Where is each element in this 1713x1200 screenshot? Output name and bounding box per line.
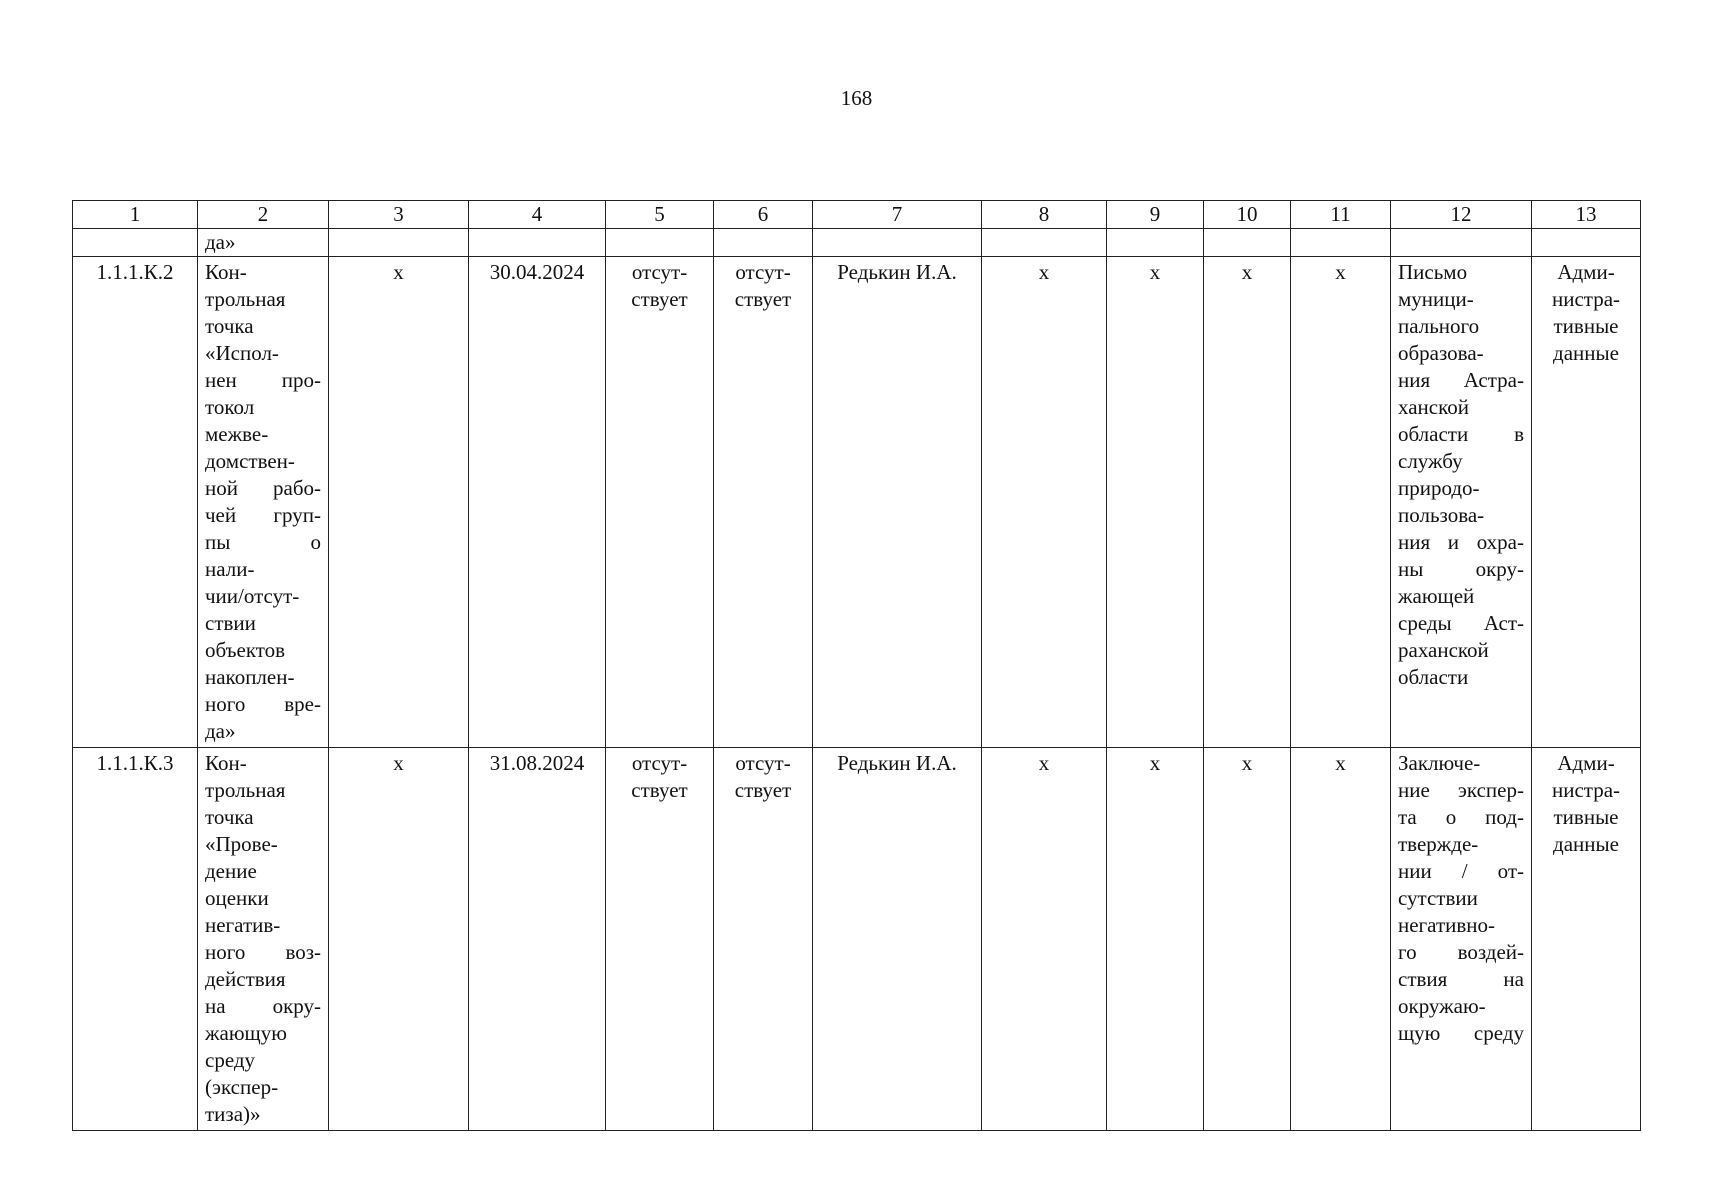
cell-line: чей груп- [205, 503, 321, 527]
cell-line: нии / от- [1398, 859, 1524, 883]
table-row [73, 748, 1641, 1131]
cell-line: накоплен- [205, 665, 295, 689]
cell-line: Адми- [1557, 751, 1615, 775]
col9-value: х [1107, 257, 1204, 748]
cell-line: образова- [1398, 341, 1484, 365]
col5-value [606, 257, 714, 748]
cell-line: ной рабо- [205, 476, 321, 500]
control-points-table [72, 200, 1641, 1131]
cell-line: на окру- [205, 994, 321, 1018]
cell-line: пользова- [1398, 503, 1485, 527]
cell-line: чии/отсут- [205, 584, 300, 608]
table-cell [469, 229, 606, 257]
cell-line: оценки [205, 886, 269, 910]
cell-line: «Испол- [205, 341, 279, 365]
cell-line: природо- [1398, 476, 1480, 500]
cell-line: ния Астра- [1398, 368, 1524, 392]
cell-line: ны окру- [1398, 557, 1524, 581]
cell-line: пального [1398, 314, 1480, 338]
cell-line: пы о [205, 530, 321, 554]
cell-line: нистра- [1551, 287, 1621, 311]
continuation-row [73, 229, 1641, 257]
table-cell [1532, 229, 1641, 257]
cell-line: ния и охра- [1398, 530, 1524, 554]
cell-line: дение [205, 859, 257, 883]
row-id: 1.1.1.К.2 [73, 257, 198, 748]
col10-value: х [1204, 257, 1291, 748]
cell-line: ствия на [1398, 967, 1524, 991]
col3-value: х [329, 748, 469, 1131]
col3-value: х [329, 257, 469, 748]
table-cell [1204, 229, 1291, 257]
cell-line: среды Аст- [1398, 611, 1524, 635]
column-header: 7 [813, 201, 982, 229]
column-header: 2 [198, 201, 329, 229]
cell-line: ствует [734, 778, 792, 802]
cell-line: службу [1398, 449, 1463, 473]
column-header: 1 [73, 201, 198, 229]
cell-line: ствует [631, 778, 688, 802]
cell-line: Письмо [1398, 260, 1468, 284]
cell-line: Кон- [205, 260, 247, 284]
cell-line: точка [205, 314, 254, 338]
col11-value: х [1291, 257, 1391, 748]
cell-line: нали- [205, 557, 255, 581]
confirming-document [1391, 257, 1532, 748]
cell-line: ствует [631, 287, 688, 311]
column-header: 13 [1532, 201, 1641, 229]
table-cell [982, 229, 1107, 257]
column-header: 4 [469, 201, 606, 229]
cell-line: жающей [1398, 584, 1475, 608]
cell-line: (экспер- [205, 1075, 279, 1099]
cell-line: области в [1398, 422, 1524, 446]
continuation-text: да» [198, 229, 329, 257]
row-title [198, 257, 329, 748]
cell-line: ного воз- [205, 940, 321, 964]
column-header: 10 [1204, 201, 1291, 229]
column-header: 3 [329, 201, 469, 229]
table-cell [73, 229, 198, 257]
cell-line: отсут- [735, 751, 791, 775]
cell-line: ние экспер- [1398, 778, 1524, 802]
col8-value: х [982, 748, 1107, 1131]
col11-value: х [1291, 748, 1391, 1131]
cell-line: ствии [205, 611, 256, 635]
cell-line: тивные [1553, 314, 1619, 338]
cell-line: данные [1553, 832, 1619, 856]
row-date: 31.08.2024 [469, 748, 606, 1131]
cell-line: Заключе- [1398, 751, 1481, 775]
col8-value: х [982, 257, 1107, 748]
cell-line: отсут- [631, 260, 688, 284]
table-cell [1391, 229, 1532, 257]
cell-line: домствен- [205, 449, 295, 473]
cell-line: среду [205, 1048, 256, 1072]
cell-line: нистра- [1551, 778, 1621, 802]
cell-line: го воздей- [1398, 940, 1524, 964]
column-header: 6 [714, 201, 813, 229]
cell-line: токол [205, 395, 255, 419]
cell-line: трольная [205, 287, 286, 311]
column-header: 8 [982, 201, 1107, 229]
table-row [73, 257, 1641, 748]
responsible-person: Редькин И.А. [813, 257, 982, 748]
table-cell [606, 229, 714, 257]
cell-line: негатив- [205, 913, 281, 937]
cell-line: Кон- [205, 751, 247, 775]
table-cell [1107, 229, 1204, 257]
cell-line: ханской [1398, 395, 1469, 419]
cell-line: отсут- [735, 260, 791, 284]
table-cell [329, 229, 469, 257]
cell-line: раханской [1398, 638, 1489, 662]
table-cell [1291, 229, 1391, 257]
col10-value: х [1204, 748, 1291, 1131]
cell-line: жающую [205, 1021, 287, 1045]
cell-line: трольная [205, 778, 286, 802]
data-source [1532, 748, 1641, 1131]
cell-line: негативно- [1398, 913, 1496, 937]
cell-line: межве- [205, 422, 269, 446]
cell-line: та о под- [1398, 805, 1524, 829]
header-row [73, 201, 1641, 229]
cell-line: области [1398, 665, 1469, 689]
confirming-document [1391, 748, 1532, 1131]
cell-line: окружаю- [1398, 994, 1486, 1018]
col5-value [606, 748, 714, 1131]
cell-line: данные [1553, 341, 1619, 365]
table-cell [813, 229, 982, 257]
col6-value [714, 257, 813, 748]
cell-line: нен про- [205, 368, 321, 392]
data-source [1532, 257, 1641, 748]
cell-line: точка [205, 805, 254, 829]
row-date: 30.04.2024 [469, 257, 606, 748]
cell-line: ного вре- [205, 692, 321, 716]
table-cell [714, 229, 813, 257]
cell-line: «Прове- [205, 832, 278, 856]
column-header: 9 [1107, 201, 1204, 229]
cell-line: да» [205, 719, 236, 743]
cell-line: Адми- [1557, 260, 1615, 284]
cell-line: муници- [1398, 287, 1474, 311]
cell-line: сутствии [1398, 886, 1478, 910]
column-header: 11 [1291, 201, 1391, 229]
cell-line: ствует [734, 287, 792, 311]
cell-line: тивные [1553, 805, 1619, 829]
cell-line: действия [205, 967, 286, 991]
column-header: 5 [606, 201, 714, 229]
row-id: 1.1.1.К.3 [73, 748, 198, 1131]
col6-value [714, 748, 813, 1131]
cell-line: отсут- [631, 751, 688, 775]
col9-value: х [1107, 748, 1204, 1131]
cell-line: объектов [205, 638, 286, 662]
responsible-person: Редькин И.А. [813, 748, 982, 1131]
cell-line: тверждe- [1398, 832, 1479, 856]
column-header: 12 [1391, 201, 1532, 229]
cell-line: тиза)» [205, 1102, 261, 1126]
row-title [198, 748, 329, 1131]
cell-line: щую среду [1398, 1021, 1524, 1045]
page-number: 168 [840, 86, 873, 110]
